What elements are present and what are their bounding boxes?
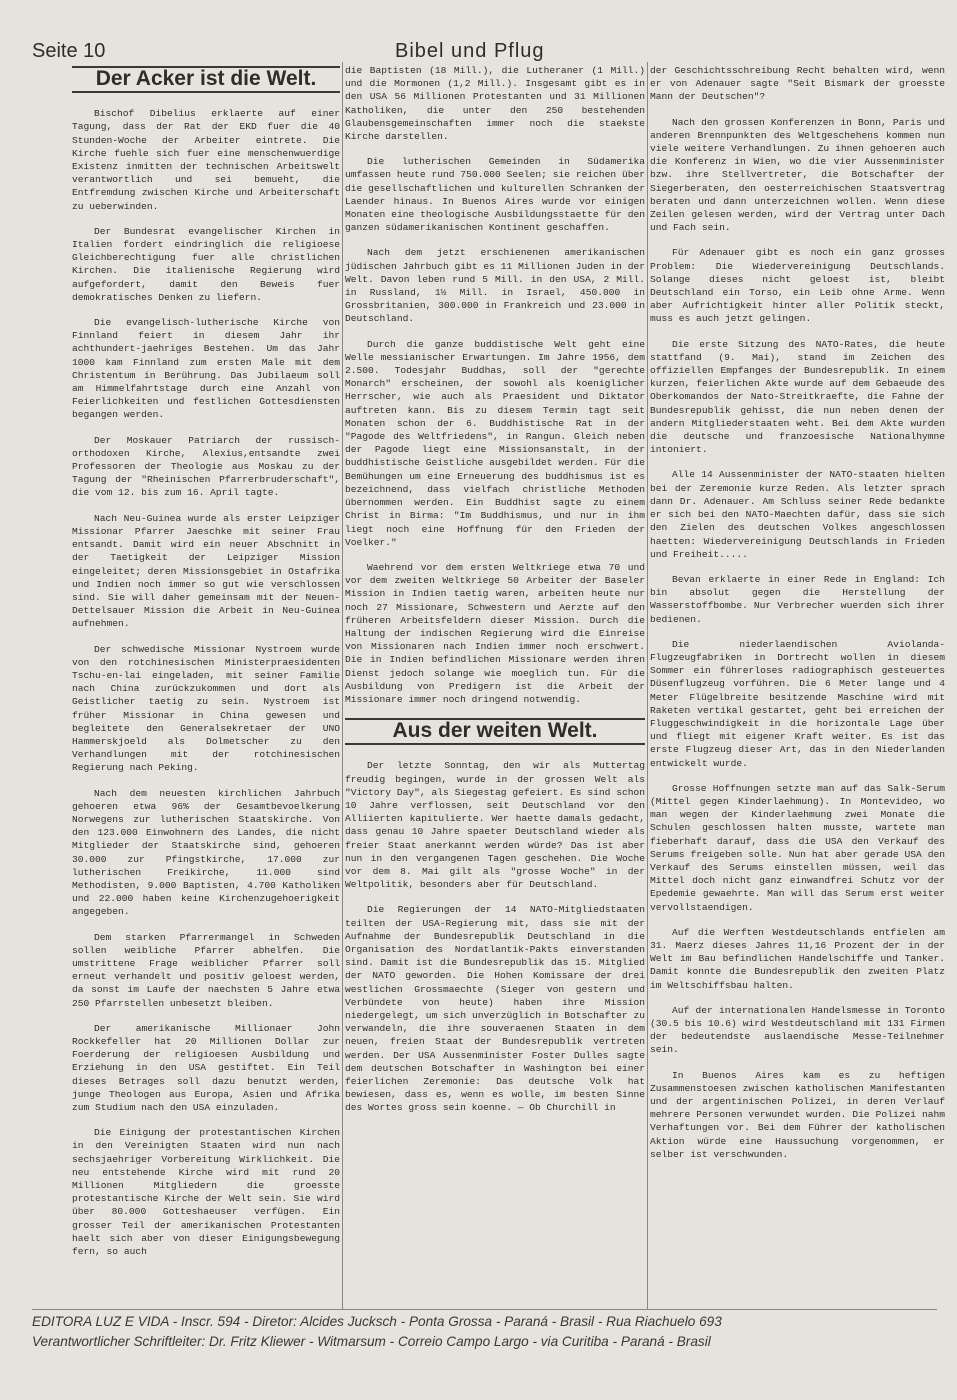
headline-der-acker: Der Acker ist die Welt. [72,66,340,93]
article-paragraph: Durch die ganze buddistische Welt geht eine Welle messianischer Erwartungen. Im Jahre 1956, dem 2.500. Todesjahr Buddhas, soll der "gerechte Monarch" erscheinen, der sowohl als koeniglicher Herrscher, wie auch als Praesident und Diktator auftreten kann. Bis zu diesem Termin tagt seit Monaten schon der 6. Buddhistische Rat in der "Pagode des Weltfriedens", in Rangun. Gleich neben der Pagode liegt eine Missionsanstalt, in der buddhistische Geistliche ausgebildet werden. Für die Bemühungen um eine Erneuerung des buddhismus ist es bezeichnend, dass vielfach christliche Methoden übernommen werden. Ein Buddhist sagte zu einem Christ in Birma: "Im Buddhismus, und nur in ihm liegt noch eine Hoffnung für den Frieden der Voelker." [345,338,645,548]
column-left [72,64,340,1309]
article-paragraph: Der letzte Sonntag, den wir als Muttertag freudig begingen, wurde in der grossen Welt als "Victory Day", als Siegestag gefeiert. Es sind schon 10 Jahre verflossen, seit Deutschland vor den Alliierten kapitulierte. Wer haette damals gedacht, dass genau 10 Jahre spaeter Deutschland wieder als freier Staat anerkannt werden würde? Das ist aber nun in den vergangenen Tagen geschehen. Die Woche vor dem 8. Mai gilt als "grosse Woche" in der Weltpolitik, besonders aber für Deutschland. [345,760,645,891]
article-paragraph: Der amerikanische Millionaer John Rockkefeller hat 20 Millionen Dollar zur Foerderung der religioesen Ausbildung und Erziehung in den USA gestiftet. Ein Teil dieses Betrages soll dazu benutzt werden, junge Theologen aus Europa, Asien und Afrika zum Studium nach den USA einzuladen. [72,1022,340,1114]
article-paragraph: Waehrend vor dem ersten Weltkriege etwa 70 und vor dem zweiten Weltkriege 50 Arbeiter der Baseler Mission in Indien taetig waren, arbeiten heute nur noch 27 Missionare, Schwestern und Aerzte auf den früheren Arbeitsfeldern dieser Mission. Durch die Haltung der indischen Regierung wird die Einreise von Missionaren nach Indien immer noch erschwert. Die in Indien befindlichen Missionare werden ihren Dienst jedoch solange wie moeglich tun. Für die Ausbildung von Predigern ist die Arbeit der Missionare immer noch dringend notwendig. [345,561,645,705]
article-paragraph: Die evangelisch-lutherische Kirche von Finnland feiert in diesem Jahr ihr achthundert-jaehriges Bestehen. Um das Jahr 1000 kam Finnland zum ersten Male mit dem Christentum in Berührung. Das Jubilaeum soll am Himmelfahrtstage durch eine Anzahl von Feierlichkeiten und festlichen Gottesdiensten begangen werden. [72,317,340,421]
journal-title: Bibel und Pflug [395,40,545,62]
imprint-editor: Verantwortlicher Schriftleiter: Dr. Fritz Kliewer - Witmarsum - Correio Campo Largo - via Curitiba - Paraná - Brasil [32,1334,711,1349]
article-paragraph: Für Adenauer gibt es noch ein ganz grosses Problem: Die Wiedervereinigung Deutschlands. Solange dieses nicht geloest ist, bleibt Deutschland ein Torso, ein Leib ohne Arme. Wenn aber Aufrichtigkeit hinter aller Politik steckt, muss es auch jetzt gelingen. [650,247,945,325]
article-paragraph: Dem starken Pfarrermangel in Schweden sollen weibliche Pfarrer abhelfen. Die umstrittene Frage weiblicher Pfarrer soll erneut verhandelt und positiv geloest werden, da sonst im Laufe der naechsten 5 Jahre etwa 250 Pfarrstellen unbesetzt bleiben. [72,931,340,1009]
article-paragraph: In Buenos Aires kam es zu heftigen Zusammenstoesen zwischen katholischen Manifestanten und der argentinischen Polizei, in deren Verlauf mehrere Personen verwundet wurden. Die Polizei nahm Verhaftungen vor. Bei dem Führer der katholischen Aktion würde eine Haussuchung vorgenommen, er selber ist verschwunden. [650,1069,945,1160]
running-header [0,38,957,64]
article-paragraph: Nach dem neuesten kirchlichen Jahrbuch gehoeren etwa 96% der Gesamtbevoelkerung Norwegens zur lutherischen Staatskirche. Von den 123.000 Einwohnern des Landes, die nicht Mitglieder der Staatskirche sind, gehoeren 30.000 zur Pfingstkirche, 17.000 zur lutherischen Freikirche, 11.000 sind Methodisten, 9.000 Baptisten, 4.700 Katholiken und 22.000 haben keine Kirchenzugehoerigkeit angegeben. [72,787,340,918]
column-divider [647,62,648,1310]
imprint-publisher: EDITORA LUZ E VIDA - Inscr. 594 - Diretor: Alcides Jucksch - Ponta Grossa - Paraná - Brasil - Rua Riachuelo 693 [32,1314,722,1329]
column-right [650,64,945,1309]
footer-rule [32,1309,937,1310]
article-paragraph: Die Einigung der protestantischen Kirchen in den Vereinigten Staaten wird nun nach sechsjaehriger Vorbereitung Wirklichkeit. Die neu entstehende Kirche wird mit rund 20 Millionen Mitgliedern die groesste protestantische Kirche der Welt sein. Sie wird über 80.000 Gotteshaeuser verfügen. Ein grosser Teil der amerikanischen Protestanten haelt sich aber von dieser Einigungsbewegung fern, so auch [72,1127,340,1258]
article-paragraph: Der schwedische Missionar Nystroem wurde von den rotchinesischen Ministerpraesidenten Tschu-en-lai eingeladen, mit seiner Familie nach China zurückzukommen und dort als Geistlicher taetig zu sein. Nystroem ist früher Missionar in China gewesen und begleitete den Generalsekretaer der UNO Hammerskjoeld als Dolmetscher zu den Verhandlungen mit der rotchinesischen Regierung nach Peking. [72,643,340,774]
article-paragraph: Nach dem jetzt erschienenen amerikanischen jüdischen Jahrbuch gibt es 11 Millionen Juden in der Welt. Davon leben rund 5 Mill. in den USA, 2 Mill. in Russland, 1½ Mill. in Israel, 450.000 in Grossbritanien, 300.000 in Frankreich und 23.000 in Deutschland. [345,247,645,325]
article-paragraph: der Geschichtsschreibung Recht behalten wird, wenn er von Adenauer sagte "Seit Bismark der groesste Mann der Deutschen"? [650,65,945,103]
article-paragraph: Bischof Dibelius erklaerte auf einer Tagung, dass der Rat der EKD fuer die 40 Stunden-Woche der Arbeiter eintrete. Die Kirche fuehle sich fuer eine menschenwuerdige Existenz inmitten der technischen Arbeitswelt verantwortlich und sei bemueht, die Entfremdung zwischen Kirche und Arbeiterschaft zu ueberwinden. [72,108,340,212]
article-paragraph: Der Moskauer Patriarch der russisch-orthodoxen Kirche, Alexius,entsandte zwei Professoren der Theologie aus Moskau zu der Tagung der "Rheinischen Pfarrerbruderschaft", die vom 12. bis zum 16. April tagte. [72,434,340,499]
article-paragraph: die Baptisten (18 Mill.), die Lutheraner (1 Mill.) und die Mormonen (1,2 Mill.). Insgesamt gibt es in den USA 56 Millionen Protestanten und 31 Millionen Katholiken, die unter den 250 bestehenden Glaubensgemeinschaften immer noch die staekste Kirche darstellen. [345,65,645,143]
article-paragraph: Alle 14 Aussenminister der NATO-staaten hielten bei der Zeremonie kurze Reden. Als letzter sprach dann Dr. Adenauer. Am Schluss seiner Rede bedankte er sich bei den NATO-Maechten dafür, dass sie sich den Zielen des deutschen Volkes angeschlossen haetten: Wiedervereinigung Deutschlands in Frieden und Freiheit..... [650,469,945,560]
imprint-footer [32,1312,937,1352]
article-paragraph: Grosse Hoffnungen setzte man auf das Salk-Serum (Mittel gegen Kinderlaehmung). In Montevideo, wo man wegen der Kinderlaehmung zwei Monate die Schulen geschlossen halten musste, wartete man fieberhaft darauf, dass die USA den Verkauf des Serums freigeben solle. Nun hat aber gerade USA den Verkauf des Serums einstellen müssen, weil das Mittel doch nicht ganz einwandfrei Schutz vor der Epedemie gewaehrte. Man will das Serum erst weiter vervollstaendigen. [650,782,945,913]
article-paragraph: Die lutherischen Gemeinden in Südamerika umfassen heute rund 750.000 Seelen; sie reichen über die gesellschaftlichen und kulturellen Schranken der Laender hinaus. In Buenos Aires wurde vor einigen Monaten eine theologische Ausbildungsstaette für den ganzen südamerikanischen Kontinent geschaffen. [345,156,645,234]
article-paragraph: Die niederlaendischen Aviolanda-Flugzeugfabriken in Dortrecht wollen in diesem Sommer ein führerloses radiographisch gesteuertes Düsenflugzeug vorführen. Die 6 Meter lange und 4 Meter Flügelbreite besitzende Maschine wird mit Raketen vertikal gestartet, geht bei erreichen der Fluggeschwindigkeit in die horizontale Lage über und fliegt mit eigener Kraft weiter. Es ist das erste Flugzeug dieser Art, das in den Niederlanden entwickelt wurde. [650,638,945,769]
article-paragraph: Auf die Werften Westdeutschlands entfielen am 31. Maerz dieses Jahres 11,16 Prozent der in der Welt im Bau befindlichen Handelschiffe und Tanker. Damit konnte die Bundesrepublik den zweiten Platz im Weltschiffsbau halten. [650,926,945,991]
article-paragraph: Auf der internationalen Handelsmesse in Toronto (30.5 bis 10.6) wird Westdeutschland mit 131 Firmen der bedeutendste auslaendische Messe-Teilnehmer sein. [650,1004,945,1056]
column-middle [345,64,645,1309]
page-number: Seite 10 [32,40,106,62]
article-paragraph: Die erste Sitzung des NATO-Rates, die heute stattfand (9. Mai), stand im Zeichen des offiziellen Empfanges der Bundesrepublik. In einem kurzen, feierlichen Akte wurde auf dem Gebaeude des Oberkomandos der Nato-Streitkraefte, die Fahne der Bundesrepublik gehisst, die nun neben denen der andern Mitgliederstaaten weht. Bei dem Akte wurden die deutsche und franzoesische Nationalhymne intoniert. [650,338,945,456]
article-paragraph: Die Regierungen der 14 NATO-Mitgliedstaaten teilten der USA-Regierung mit, dass sie mit der Aufnahme der Bundesrepublik Deutschland in die Organisation des Nordatlantik-Pakts einverstanden sind. Damit ist die Bundesrepublik das 15. Mitglied der NATO geworden. Die Hohen Komissare der drei westlichen Grossmaechte (Sieger von gestern und Verbündete von heute) haben ihre Mission niedergelegt, um sich unverzüglich in Botschafter zu verwandeln, die ihre souveraenen Staaten in dem neuen, freien Staat der Bundesrepublik vertreten werden. Der USA Aussenminister Foster Dulles sagte dem deutschen Botschafter in Washington bei einer feierlichen Zeremonie: Das deutsche Volk hat bewiesen, dass es, wenn es wolle, im besten Sinne des Wortes gross sein koenne. — Ob Churchill in [345,904,645,1114]
article-paragraph: Bevan erklaerte in einer Rede in England: Ich bin absolut gegen die Herstellung der Wasserstoffbombe. Nur Verbrecher wuerden sich ihrer bedienen. [650,573,945,625]
column-divider [342,62,343,1310]
article-paragraph: Nach den grossen Konferenzen in Bonn, Paris und anderen Brennpunkten des Weltgeschehens kommen nun viele weitere Verhandlungen. Zu ihnen gehoeren auch die Konferenz in Wien, wo die vier Aussenminister bzw. ihre Stellvertreter, die Botschafter der Siegerberaten, den oesterreichischen Staatsvertrag beraten und dann unterzeichnen wollen. Wenn diese Zeilen gelesen werden, wird der Vertrag unter Dach und Fach sein. [650,116,945,234]
article-paragraph: Nach Neu-Guinea wurde als erster Leipziger Missionar Pfarrer Jaeschke mit seiner Frau entsandt. Damit wird ein neuer Abschnitt in der Taetigkeit der Leipziger Mission eingeleitet; deren Missionsgebiet in Ostafrika und Indien noch immer so gut wie verschlossen sind. Sie will daher gemeinsam mit der Neuen-Dettelsauer Mission die Arbeit in Neu-Guinea aufnehmen. [72,512,340,630]
article-paragraph: Der Bundesrat evangelischer Kirchen in Italien fordert eindringlich die religioese Gleichberechtigung fuer alle christlichen Kirchen. Die italienische Regierung wird aufgefordert, damit den Beweis fuer demokratisches Denken zu liefern. [72,225,340,303]
headline-aus-der-weiten-welt: Aus der weiten Welt. [345,718,645,745]
